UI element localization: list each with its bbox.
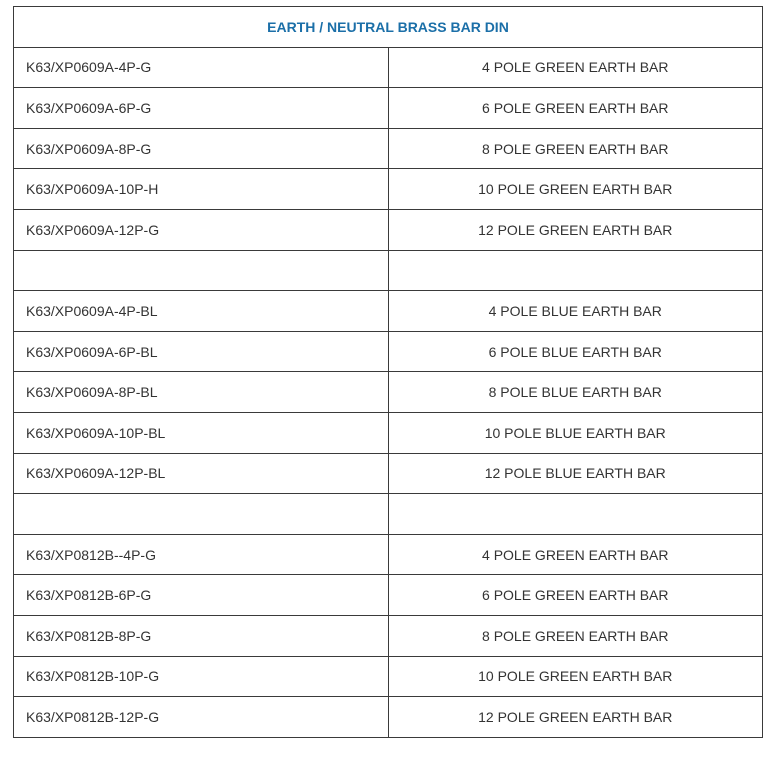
product-table-container (13, 6, 763, 738)
table-row (14, 453, 763, 494)
product-code-cell: K63/XP0609A-10P-BL (14, 412, 389, 453)
table-row (14, 615, 763, 656)
table-row (14, 209, 763, 250)
product-description-cell (388, 494, 763, 535)
product-code-cell: K63/XP0609A-8P-BL (14, 372, 389, 413)
product-description-cell (388, 250, 763, 291)
product-code-cell: K63/XP0812B-8P-G (14, 615, 389, 656)
product-code-cell: K63/XP0609A-4P-BL (14, 291, 389, 332)
product-code-cell: K63/XP0609A-10P-H (14, 169, 389, 210)
product-description-cell: 4 POLE BLUE EARTH BAR (388, 291, 763, 332)
table-row (14, 250, 763, 291)
table-title: EARTH / NEUTRAL BRASS BAR DIN (14, 7, 763, 48)
table-row (14, 47, 763, 88)
product-code-cell: K63/XP0812B--4P-G (14, 534, 389, 575)
product-description-cell: 6 POLE GREEN EARTH BAR (388, 575, 763, 616)
product-code-cell (14, 250, 389, 291)
table-row (14, 575, 763, 616)
product-description-cell: 8 POLE GREEN EARTH BAR (388, 615, 763, 656)
table-body (14, 47, 763, 737)
product-code-cell: K63/XP0812B-6P-G (14, 575, 389, 616)
product-description-cell: 4 POLE GREEN EARTH BAR (388, 534, 763, 575)
product-code-cell: K63/XP0812B-10P-G (14, 656, 389, 697)
product-description-cell: 4 POLE GREEN EARTH BAR (388, 47, 763, 88)
product-table (13, 6, 763, 738)
product-code-cell: K63/XP0609A-12P-BL (14, 453, 389, 494)
table-row (14, 412, 763, 453)
product-code-cell (14, 494, 389, 535)
product-code-cell: K63/XP0609A-8P-G (14, 128, 389, 169)
product-code-cell: K63/XP0609A-6P-BL (14, 331, 389, 372)
product-description-cell: 12 POLE GREEN EARTH BAR (388, 209, 763, 250)
product-code-cell: K63/XP0812B-12P-G (14, 697, 389, 738)
table-row (14, 128, 763, 169)
table-row (14, 534, 763, 575)
table-title-row (14, 7, 763, 48)
product-description-cell: 10 POLE GREEN EARTH BAR (388, 169, 763, 210)
table-row (14, 656, 763, 697)
product-code-cell: K63/XP0609A-4P-G (14, 47, 389, 88)
table-row (14, 494, 763, 535)
product-description-cell: 6 POLE BLUE EARTH BAR (388, 331, 763, 372)
product-code-cell: K63/XP0609A-6P-G (14, 88, 389, 129)
table-row (14, 169, 763, 210)
product-description-cell: 12 POLE BLUE EARTH BAR (388, 453, 763, 494)
table-row (14, 372, 763, 413)
product-description-cell: 12 POLE GREEN EARTH BAR (388, 697, 763, 738)
product-description-cell: 8 POLE GREEN EARTH BAR (388, 128, 763, 169)
product-description-cell: 8 POLE BLUE EARTH BAR (388, 372, 763, 413)
product-description-cell: 10 POLE BLUE EARTH BAR (388, 412, 763, 453)
product-description-cell: 10 POLE GREEN EARTH BAR (388, 656, 763, 697)
table-row (14, 88, 763, 129)
table-row (14, 291, 763, 332)
table-row (14, 697, 763, 738)
product-description-cell: 6 POLE GREEN EARTH BAR (388, 88, 763, 129)
table-row (14, 331, 763, 372)
product-code-cell: K63/XP0609A-12P-G (14, 209, 389, 250)
